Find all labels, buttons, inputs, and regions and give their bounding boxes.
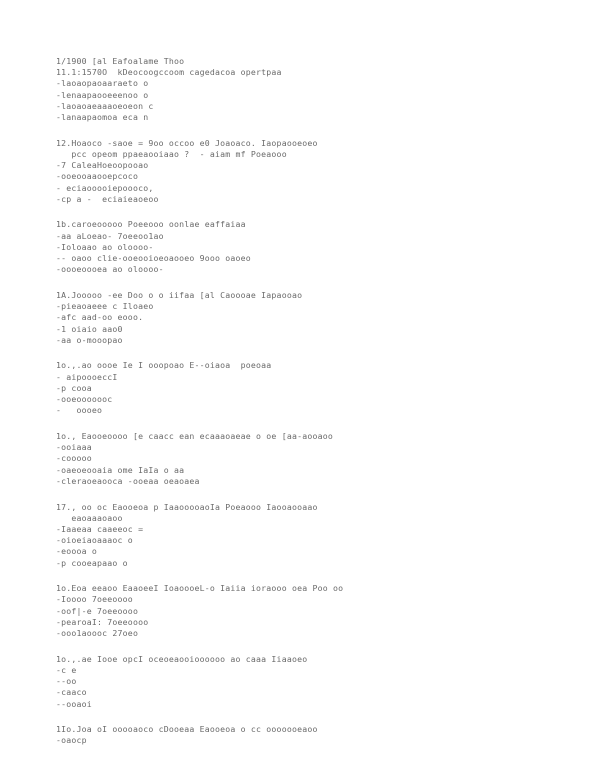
answer-option: -laoaoaeaaaoeoeon c xyxy=(56,100,154,111)
answer-option: -cooooo xyxy=(56,453,92,464)
question-stem: eaoaaaoaoo xyxy=(56,512,123,523)
question-stem: 11.1:1570O kDeocoogccoom cagedacoa opertpaa xyxy=(56,67,282,78)
answer-option: -cp a - eciaieaoeoo xyxy=(56,193,159,204)
question-stem: 1o.Eoa eeaoo EaaoeeI IoaoooeL-o Iaiia ioraooo oea Poo oo xyxy=(56,583,344,594)
question-block xyxy=(56,67,556,123)
answer-option: -aa aLoeao- 7oeeoo1ao xyxy=(56,230,164,241)
question-block xyxy=(56,583,556,639)
answer-option: --oo xyxy=(56,676,77,687)
answer-option: -afc aad-oo eooo. xyxy=(56,312,144,323)
question-block xyxy=(56,290,556,346)
answer-option: - aipoooeccI xyxy=(56,371,118,382)
question-block xyxy=(56,502,556,569)
answer-option: -- oaoo clie-ooeooioeoaooeo 9ooo oaoeo xyxy=(56,253,251,264)
answer-option: - eciaooooiepoooco, xyxy=(56,182,154,193)
answer-option: -p cooa xyxy=(56,382,92,393)
answer-option: -lanaapaomoa eca n xyxy=(56,112,149,123)
answer-option: -p cooeapaao o xyxy=(56,557,128,568)
answer-option: -caaco xyxy=(56,687,87,698)
answer-option: - oooeo xyxy=(56,405,103,416)
answer-option: -ooo1aoooc 27oeo xyxy=(56,628,139,639)
question-stem: 12.Hoaoco -saoe = 9oo occoo e0 Joaoaco. Iaopaooeoeo xyxy=(56,137,318,148)
answer-option: -pieaoaeee c Iloaeo xyxy=(56,301,154,312)
answer-option: -aa o-mooopao xyxy=(56,334,123,345)
answer-option: -oaocp xyxy=(56,735,87,746)
question-stem: 1o.,.ae Iooe opcI oceoeaooioooooo ao caaa Iiaaoeo xyxy=(56,653,308,664)
answer-option: -lenaapaooeeenoo o xyxy=(56,89,149,100)
answer-option: -ooeooaaooepcoco xyxy=(56,171,139,182)
answer-option: -Ioloaao ao oloooo- xyxy=(56,241,154,252)
question-stem: pcc opeom ppaeaooiaao ? - aiam mf Poeaooo xyxy=(56,148,287,159)
answer-option: -oioeiaoaaaoc o xyxy=(56,535,133,546)
answer-option: -1 oiaio aao0 xyxy=(56,323,123,334)
question-block xyxy=(56,431,556,487)
answer-option: -oof|-e 7oeeoooo xyxy=(56,605,139,616)
answer-option: -eoooa o xyxy=(56,546,98,557)
question-block xyxy=(56,654,556,710)
question-stem: 1o.,.ao oooe Ie I ooopoao E--oiaoa poeoaa xyxy=(56,360,272,371)
question-block xyxy=(56,360,556,416)
answer-option: -Iaaeaa caaeeoc = xyxy=(56,523,144,534)
answer-option: -c e xyxy=(56,664,77,675)
answer-option: -pearoaI: 7oeeoooo xyxy=(56,616,149,627)
question-stem: 1A.Jooooo -ee Doo o o iifaa [al Caoooae Iapaooao xyxy=(56,289,303,300)
answer-option: -Ioooo 7oeeoooo xyxy=(56,594,133,605)
document-content xyxy=(56,56,556,761)
answer-option: -oooeoooea ao oloooo- xyxy=(56,264,164,275)
answer-option: --ooaoi xyxy=(56,698,92,709)
answer-option: -laoaopaoaaraeto o xyxy=(56,78,149,89)
question-stem: 1b.caroeooooo Poeeooo oonlae eaffaiaa xyxy=(56,219,246,230)
answer-option: -cleraoeaooca -ooeaa oeaoaea xyxy=(56,475,200,486)
answer-option: -oaeoeooaia ome IaIa o aa xyxy=(56,464,185,475)
question-stem: 1o., Eaooeoooo [e caacc ean ecaaaoaeae o oe [aa-aooaoo xyxy=(56,430,333,441)
question-stem: 1Io.Joa oI ooooaoco cDooeaa Eaooeoa o cc ooooooeaoo xyxy=(56,724,318,735)
document-heading: 1/1900 [al Eafoalame Thoo xyxy=(56,56,185,66)
question-block xyxy=(56,138,556,205)
answer-option: -ooiaaa xyxy=(56,442,92,453)
question-stem: 17., oo oc Eaooeoa p IaaooooaoIa Poeaooo Iaooaooaao xyxy=(56,501,318,512)
answer-option: -7 CaleaHoeoopooao xyxy=(56,160,149,171)
question-block xyxy=(56,724,556,746)
question-block xyxy=(56,219,556,275)
answer-option: -ooeooooooc xyxy=(56,394,113,405)
question-list xyxy=(56,67,556,746)
